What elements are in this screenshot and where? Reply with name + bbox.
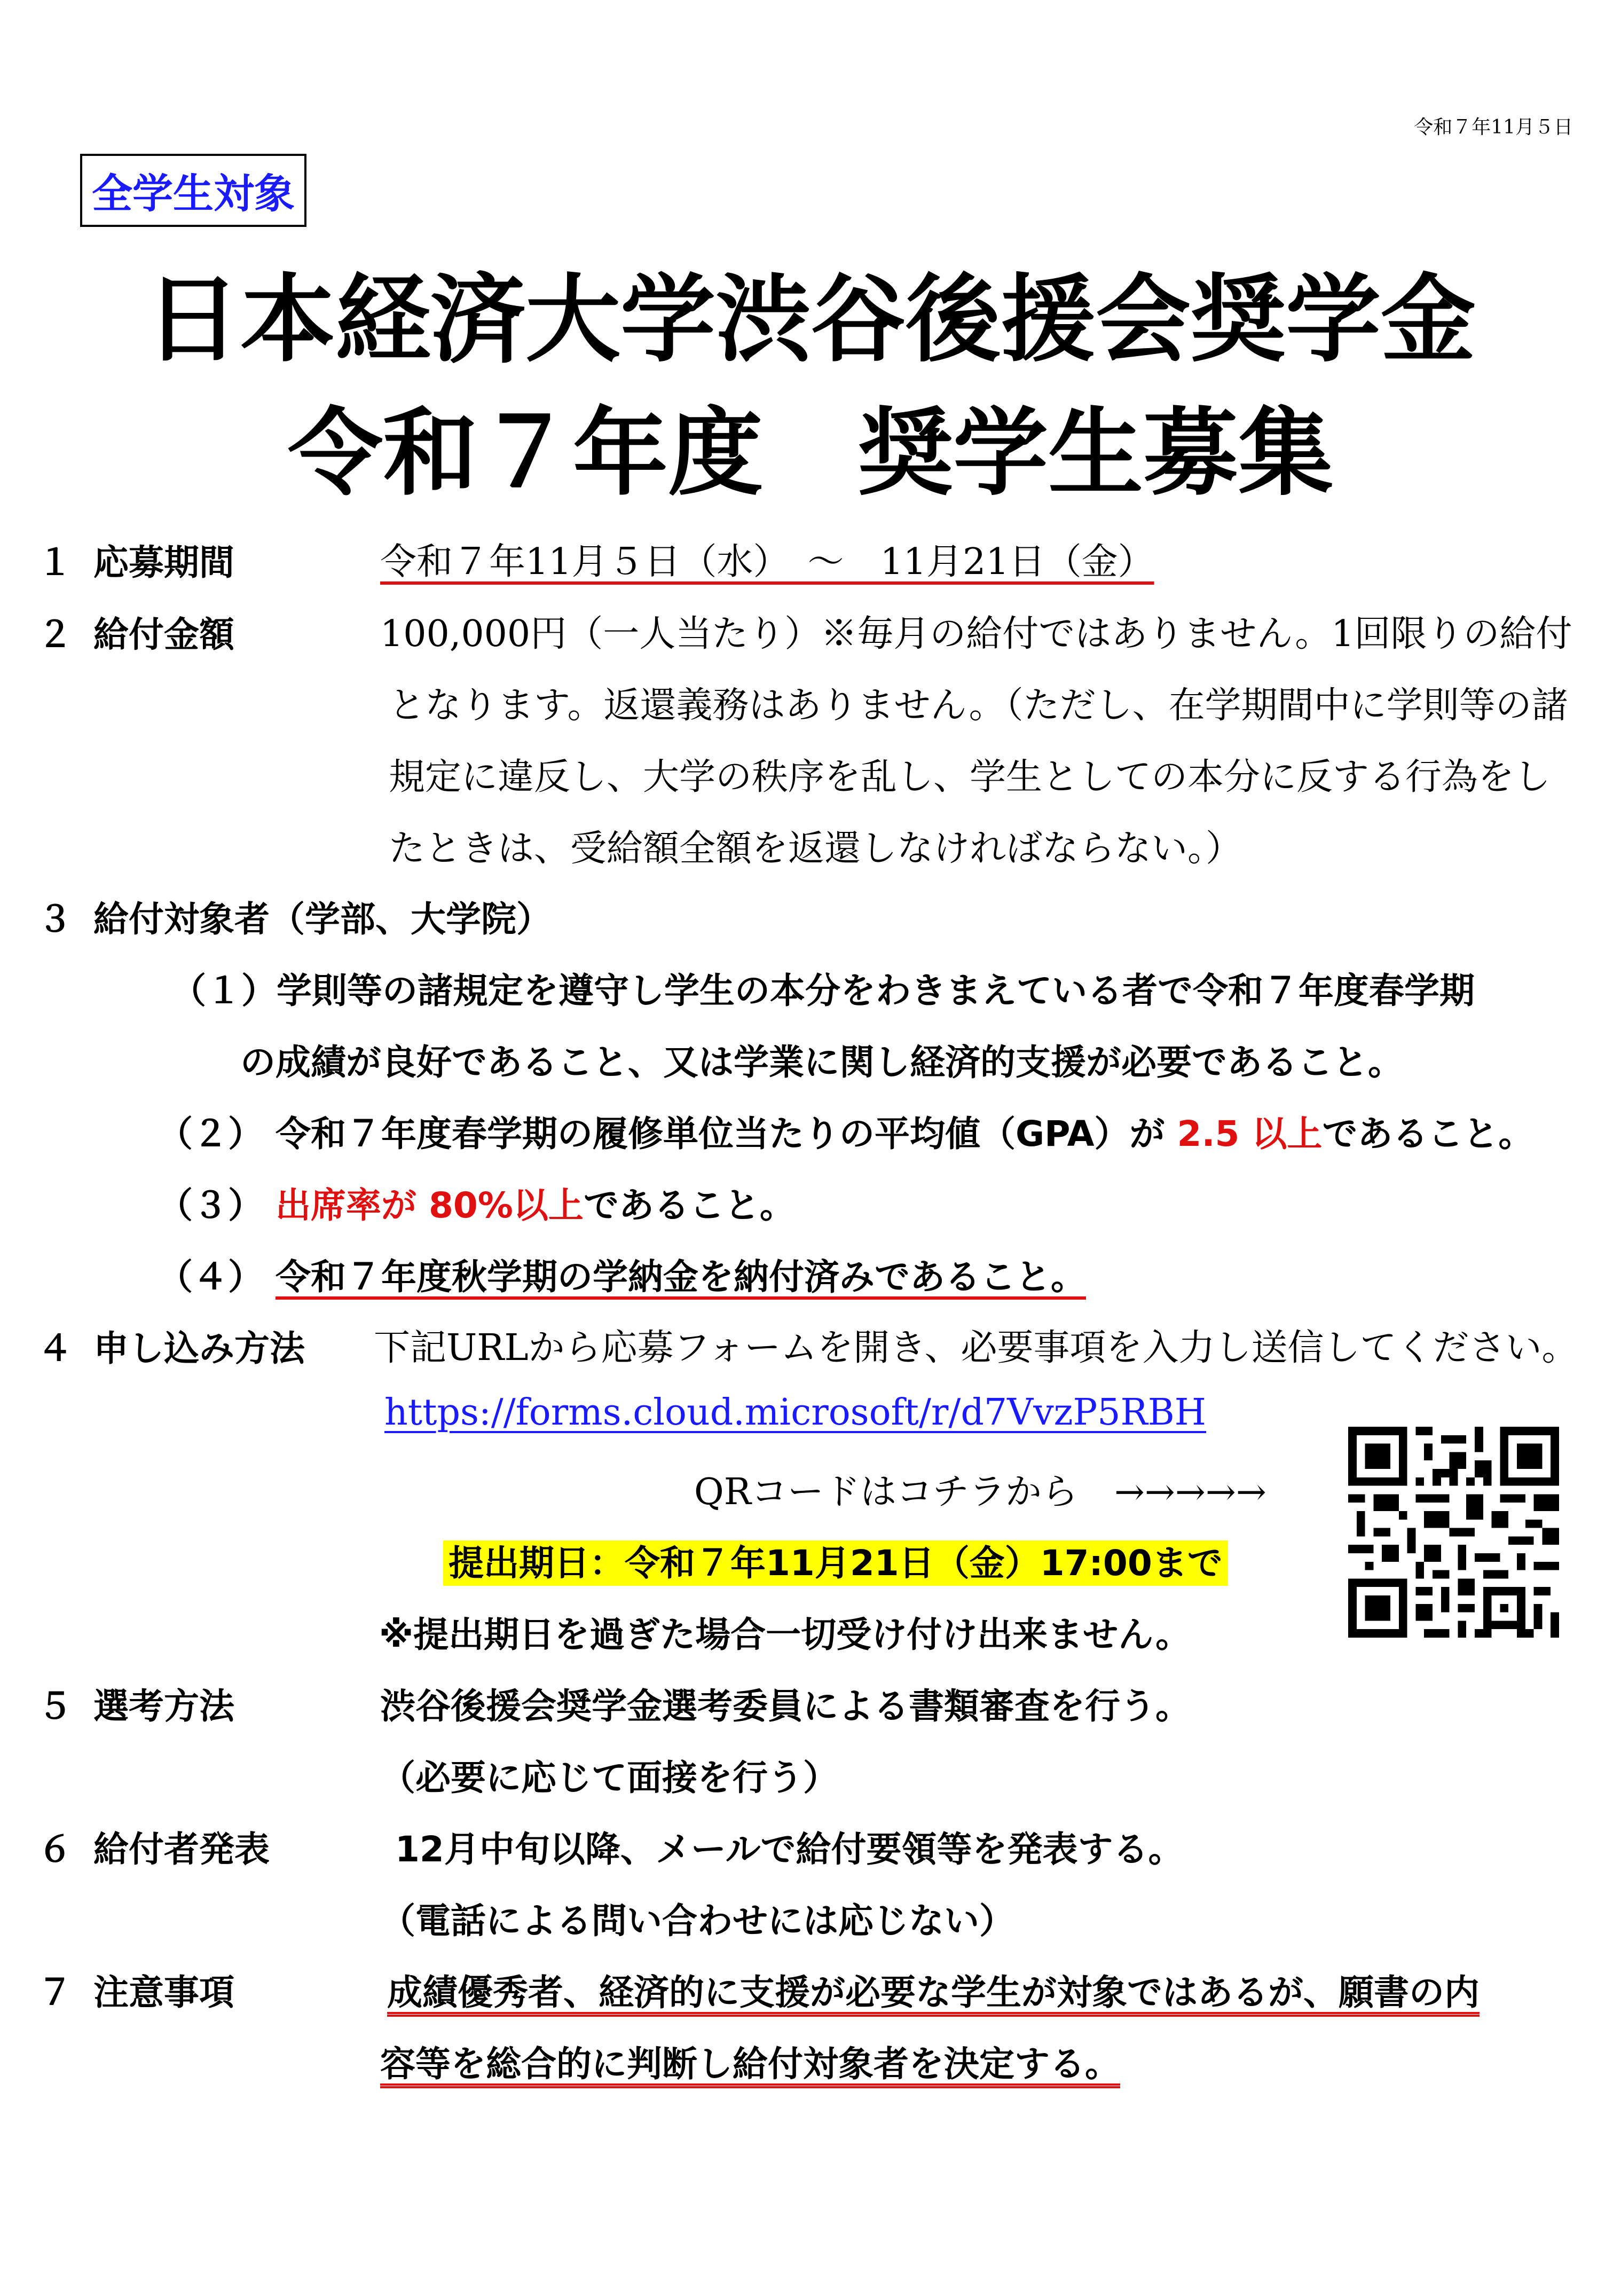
- deadline-highlight: 提出期日：令和７年11月21日（金）17:00まで: [443, 1540, 1228, 1586]
- qr-code-icon[interactable]: [1348, 1427, 1559, 1638]
- page-title: 日本経済大学渋谷後援会奨学金: [145, 264, 1476, 375]
- document-date: 令和７年11月５日: [1414, 116, 1573, 138]
- attendance-requirement: 出席率が 80%以上: [275, 1185, 584, 1226]
- section-1-label: 応募期間: [93, 542, 234, 583]
- section-7-number: ７: [37, 1972, 73, 2013]
- criterion-2: [158, 1105, 1533, 1156]
- amount-line-1: 100,000円（一人当たり）※毎月の給付ではありません。1回限りの給付: [380, 613, 1572, 655]
- section-5-label: 選考方法: [93, 1686, 234, 1727]
- selection-method: 渋谷後援会奨学金選考委員による書類審査を行う。: [380, 1686, 1191, 1727]
- gpa-requirement: 2.5 以上: [1177, 1113, 1323, 1154]
- criterion-4: [158, 1248, 1086, 1299]
- target-badge: 全学生対象: [80, 154, 306, 227]
- notice-line-1: 成績優秀者、経済的に支援が必要な学生が対象ではあるが、願書の内: [387, 1972, 1480, 2013]
- qr-caption: QRコードはコチラから →→→→→: [694, 1471, 1266, 1513]
- criterion-1-line-2: の成績が良好であること、又は学業に関し経済的支援が必要であること。: [240, 1042, 1403, 1083]
- criterion-1-line-1: （１）学則等の諸規定を遵守し学生の本分をわきまえている者で令和７年度春学期: [171, 970, 1475, 1011]
- criterion-3-tail: であること。: [583, 1185, 795, 1226]
- announcement-note: （電話による問い合わせには応じない）: [380, 1900, 1014, 1941]
- amount-line-4: たときは、受給額全額を返還しなければならない。）: [389, 828, 1242, 870]
- application-period: 令和７年11月５日（水） ～ 11月21日（金）: [380, 541, 1154, 583]
- section-7-label: 注意事項: [93, 1972, 234, 2013]
- tuition-requirement: 令和７年度秋学期の学納金を納付済みであること。: [275, 1256, 1086, 1298]
- criterion-3-prefix: （３）: [158, 1185, 276, 1226]
- deadline-note: ※提出期日を過ぎた場合一切受け付け出来ません。: [379, 1614, 1191, 1655]
- application-instructions: 下記URLから応募フォームを開き、必要事項を入力し送信してください。: [374, 1327, 1578, 1369]
- criterion-2-tail: であること。: [1322, 1113, 1534, 1154]
- deadline: [443, 1535, 1228, 1585]
- form-url-link[interactable]: https://forms.cloud.microsoft/r/d7VvzP5RBH: [384, 1391, 1206, 1434]
- section-4-number: ４: [37, 1328, 73, 1369]
- announcement: 12月中旬以降、メールで給付要領等を発表する。: [395, 1829, 1184, 1870]
- amount-line-3: 規定に違反し、大学の秩序を乱し、学生としての本分に反する行為をし: [389, 756, 1551, 798]
- criterion-4-prefix: （４）: [158, 1256, 276, 1298]
- amount-line-2: となります。返還義務はありません。（ただし、在学期間中に学則等の諸: [389, 685, 1568, 727]
- section-3-label: 給付対象者（学部、大学院）: [93, 899, 552, 940]
- section-4-label: 申し込み方法: [93, 1328, 305, 1369]
- criterion-3: [158, 1177, 795, 1228]
- selection-note: （必要に応じて面接を行う）: [380, 1757, 838, 1798]
- section-1-number: １: [37, 542, 73, 583]
- section-6-label: 給付者発表: [93, 1829, 270, 1870]
- section-5-number: ５: [37, 1686, 73, 1727]
- section-2-label: 給付金額: [93, 614, 234, 655]
- section-2-number: ２: [37, 614, 73, 655]
- notice-line-2: 容等を総合的に判断し給付対象者を決定する。: [380, 2043, 1120, 2085]
- page-subtitle: 令和７年度 奨学生募集: [288, 398, 1333, 508]
- section-3-number: ３: [37, 899, 73, 940]
- section-6-number: ６: [37, 1829, 73, 1870]
- criterion-2-text: （２） 令和７年度春学期の履修単位当たりの平均値（GPA）が: [158, 1113, 1177, 1154]
